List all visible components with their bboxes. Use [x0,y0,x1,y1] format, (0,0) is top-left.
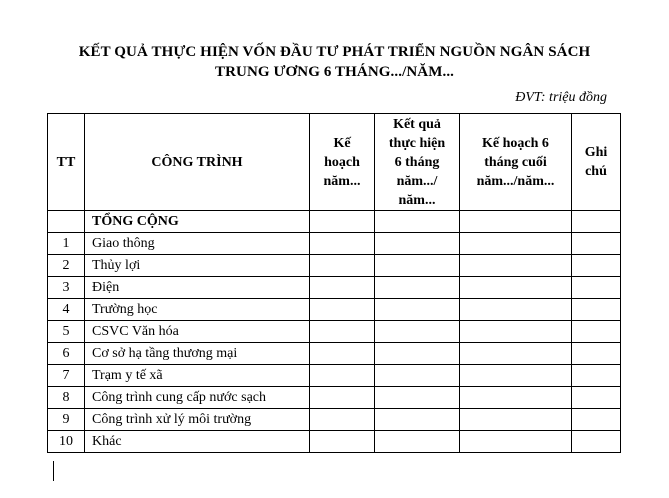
table-row [48,387,621,409]
cell-project-name: Cơ sở hạ tầng thương mại [85,343,310,365]
cell-project-name: Công trình cung cấp nước sạch [85,387,310,409]
cell-plan-6m [460,321,572,343]
cell-plan-6m [460,299,572,321]
cell-result [375,321,460,343]
cell-result [375,431,460,453]
cell-tt: 5 [48,321,85,343]
cell-tt: 3 [48,277,85,299]
cell-plan-year [310,211,375,233]
report-table [47,113,621,453]
cell-tt: 4 [48,299,85,321]
header-plan-last-6-months: Kế hoạch 6 tháng cuối năm.../năm... [460,114,572,211]
cell-plan-6m [460,255,572,277]
unit-note: ĐVT: triệu đồng [515,90,607,105]
cell-plan-year [310,431,375,453]
cell-result [375,343,460,365]
cell-project-name: Trạm y tế xã [85,365,310,387]
header-plan-year: Kế hoạch năm... [310,114,375,211]
cell-project-name: Giao thông [85,233,310,255]
cell-result [375,233,460,255]
table-row [48,233,621,255]
cell-plan-year [310,321,375,343]
header-notes: Ghi chú [572,114,621,211]
cell-tt: 2 [48,255,85,277]
cell-notes [572,277,621,299]
cell-result [375,277,460,299]
cell-result [375,299,460,321]
cell-plan-6m [460,365,572,387]
cell-plan-6m [460,431,572,453]
cell-notes [572,299,621,321]
cell-notes [572,387,621,409]
table-row [48,321,621,343]
table-row [48,343,621,365]
cell-project-name: Công trình xử lý môi trường [85,409,310,431]
cell-tt [48,211,85,233]
cell-notes [572,343,621,365]
cell-plan-6m [460,277,572,299]
header-project: CÔNG TRÌNH [85,114,310,211]
cell-project-name: Khác [85,431,310,453]
cell-notes [572,365,621,387]
cell-project-name: Thủy lợi [85,255,310,277]
report-title-line-1: KẾT QUẢ THỰC HIỆN VỐN ĐẦU TƯ PHÁT TRIỂN NGUỒN NGÂN SÁCH [78,44,591,60]
cell-plan-year [310,277,375,299]
cell-plan-year [310,387,375,409]
text-cursor[interactable] [53,461,54,481]
table-header-row [48,114,621,211]
total-label: TỔNG CỘNG [85,211,310,233]
cell-plan-6m [460,233,572,255]
cell-result [375,409,460,431]
cell-plan-year [310,409,375,431]
cell-plan-6m [460,387,572,409]
cell-plan-year [310,365,375,387]
cell-result [375,365,460,387]
cell-tt: 8 [48,387,85,409]
cell-tt: 6 [48,343,85,365]
table-row-total [48,211,621,233]
table-row [48,365,621,387]
cell-notes [572,255,621,277]
cell-notes [572,211,621,233]
report-title-line-2: TRUNG ƯƠNG 6 THÁNG.../NĂM... [214,64,455,80]
table-row [48,277,621,299]
header-tt: TT [48,114,85,211]
cell-notes [572,409,621,431]
cell-result [375,255,460,277]
header-result-6-months: Kết quả thực hiện 6 tháng năm.../ năm... [375,114,460,211]
cell-project-name: CSVC Văn hóa [85,321,310,343]
cell-plan-year [310,343,375,365]
cell-notes [572,233,621,255]
cell-plan-year [310,255,375,277]
cell-tt: 9 [48,409,85,431]
cell-project-name: Điện [85,277,310,299]
cell-tt: 7 [48,365,85,387]
cell-notes [572,321,621,343]
cell-plan-6m [460,409,572,431]
cell-tt: 10 [48,431,85,453]
table-row [48,409,621,431]
cell-plan-year [310,299,375,321]
cell-plan-year [310,233,375,255]
cell-plan-6m [460,343,572,365]
cell-tt: 1 [48,233,85,255]
table-row [48,299,621,321]
cell-notes [572,431,621,453]
table-row [48,255,621,277]
cell-project-name: Trường học [85,299,310,321]
cell-result [375,211,460,233]
table-row [48,431,621,453]
cell-plan-6m [460,211,572,233]
cell-result [375,387,460,409]
